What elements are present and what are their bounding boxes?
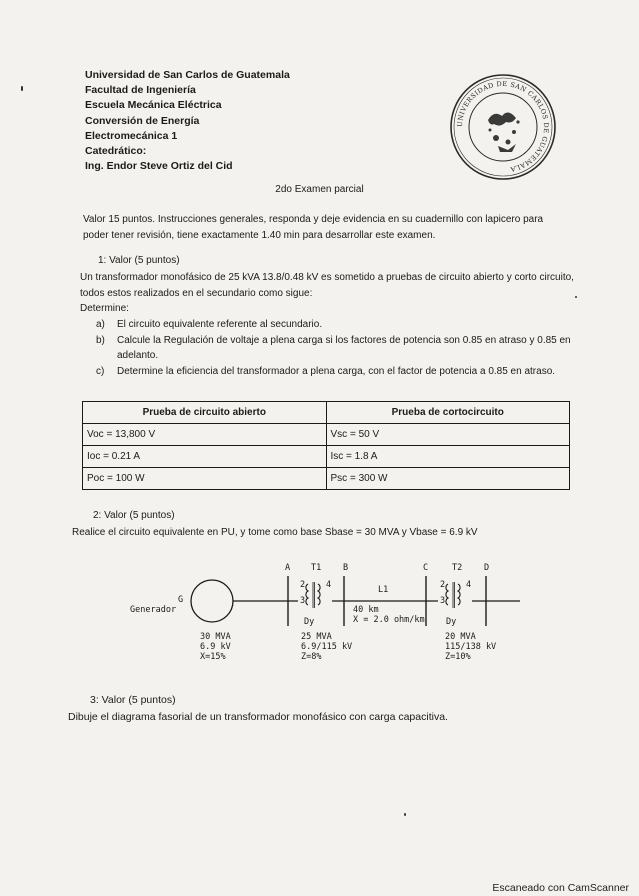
open-circuit-header: Prueba de circuito abierto (83, 402, 327, 424)
generator-voltage: 6.9 kV (200, 642, 231, 652)
generator-letter: G (178, 595, 184, 605)
item-text: El circuito equivalente referente al secundario. (117, 319, 323, 330)
bus-c-label: C (423, 563, 429, 573)
list-item (93, 317, 573, 333)
table-header-row (83, 402, 570, 424)
question-3-title: 3: Valor (5 puntos) (90, 694, 176, 706)
table-row (83, 424, 570, 446)
t1-mark-3: 3 (300, 596, 306, 606)
item-text: Calcule la Regulación de voltaje a plena carga si los factores de potencia son 0.85 en atraso y 0.85 en adelanto. (117, 334, 571, 361)
general-instructions: Valor 15 puntos. Instrucciones generales, responda y deje evidencia en su cuadernillo con lapicero para poder tener revisión, tiene exactamente 1.40 min para desarrollar este examen. (83, 214, 544, 241)
item-marker: c) (96, 365, 105, 377)
table-cell: Ioc = 0.21 A (83, 446, 327, 468)
bus-a-label: A (285, 563, 291, 573)
university-seal-icon (448, 72, 558, 182)
bus-d-label: D (484, 563, 490, 573)
generator-rating: 30 MVA (200, 632, 231, 642)
scan-speck (575, 296, 577, 298)
table-row (83, 468, 570, 490)
line-reactance: X = 2.0 ohm/km (353, 615, 425, 625)
header-faculty: Facultad de Ingeniería (85, 84, 196, 97)
t1-mark-2: 2 (300, 580, 306, 590)
header-professor-label: Catedrático: (85, 145, 147, 158)
t2-connection: Dy (446, 617, 457, 627)
item-marker: b) (96, 334, 105, 346)
t2-mark-2: 2 (440, 580, 446, 590)
t1-mark-4: 4 (326, 580, 332, 590)
line-label: L1 (378, 585, 389, 595)
scan-speck (404, 813, 406, 816)
generator-icon (191, 580, 233, 622)
university-header (85, 68, 290, 174)
bus-b-label: B (343, 563, 349, 573)
test-results-table (82, 401, 570, 490)
generator-reactance: X=15% (200, 652, 226, 662)
svg-text:UNIVERSIDAD DE SAN CARLOS DE G (456, 80, 550, 173)
item-marker: a) (96, 319, 105, 330)
table-cell: Poc = 100 W (83, 468, 327, 490)
question-2-text: Realice el circuito equivalente en PU, y tome como base Sbase = 30 MVA y Vbase = 6.9 kV (72, 527, 478, 538)
question-1-determine: Determine: (80, 303, 129, 314)
t2-voltage: 115/138 kV (445, 642, 497, 652)
table-cell: Psc = 300 W (326, 468, 570, 490)
one-line-diagram (120, 556, 540, 691)
table-cell: Isc = 1.8 A (326, 446, 570, 468)
question-1-text: Un transformador monofásico de 25 kVA 13.8/0.48 kV es sometido a pruebas de circuito abierto y corto circuito, todos estos realizados en el secundario como sigue: (80, 272, 574, 299)
question-3-text: Dibuje el diagrama fasorial de un transformador monofásico con carga capacitiva. (68, 711, 448, 723)
t1-label: T1 (311, 563, 322, 573)
table-cell: Vsc = 50 V (326, 424, 570, 446)
header-course: Conversión de Energía (85, 114, 200, 127)
generator-name: Generador (130, 605, 177, 615)
t2-label: T2 (452, 563, 463, 573)
table-cell: Voc = 13,800 V (83, 424, 327, 446)
seal-text: UNIVERSIDAD DE SAN CARLOS DE GUATEMALA (455, 79, 551, 174)
list-item (93, 333, 573, 364)
t2-mark-3: 3 (440, 596, 446, 606)
table-row (83, 446, 570, 468)
t1-connection: Dy (304, 617, 315, 627)
scan-speck (21, 86, 23, 91)
t1-voltage: 6.9/115 kV (301, 642, 353, 652)
t2-mark-4: 4 (466, 580, 472, 590)
header-university: Universidad de San Carlos de Guatemala (85, 69, 290, 81)
t1-impedance: Z=8% (301, 652, 322, 662)
scanner-watermark: Escaneado con CamScanner (492, 882, 629, 894)
header-professor-name: Ing. Endor Steve Ortiz del Cid (85, 160, 233, 173)
line-length: 40 km (353, 605, 379, 615)
t2-impedance: Z=10% (445, 652, 471, 662)
exam-title: 2do Examen parcial (275, 184, 364, 195)
question-2-title: 2: Valor (5 puntos) (93, 510, 175, 521)
question-1-items (93, 317, 573, 379)
item-text: Determine la eficiencia del transformador a plena carga, con el factor de potencia a 0.85 en atraso. (117, 365, 556, 377)
t2-rating: 20 MVA (445, 632, 476, 642)
short-circuit-header: Prueba de cortocircuito (326, 402, 570, 424)
list-item (93, 364, 573, 380)
header-school: Escuela Mecánica Eléctrica (85, 99, 222, 112)
header-section: Electromecánica 1 (85, 129, 178, 142)
question-1-title: 1: Valor (5 puntos) (98, 255, 180, 266)
t1-rating: 25 MVA (301, 632, 332, 642)
